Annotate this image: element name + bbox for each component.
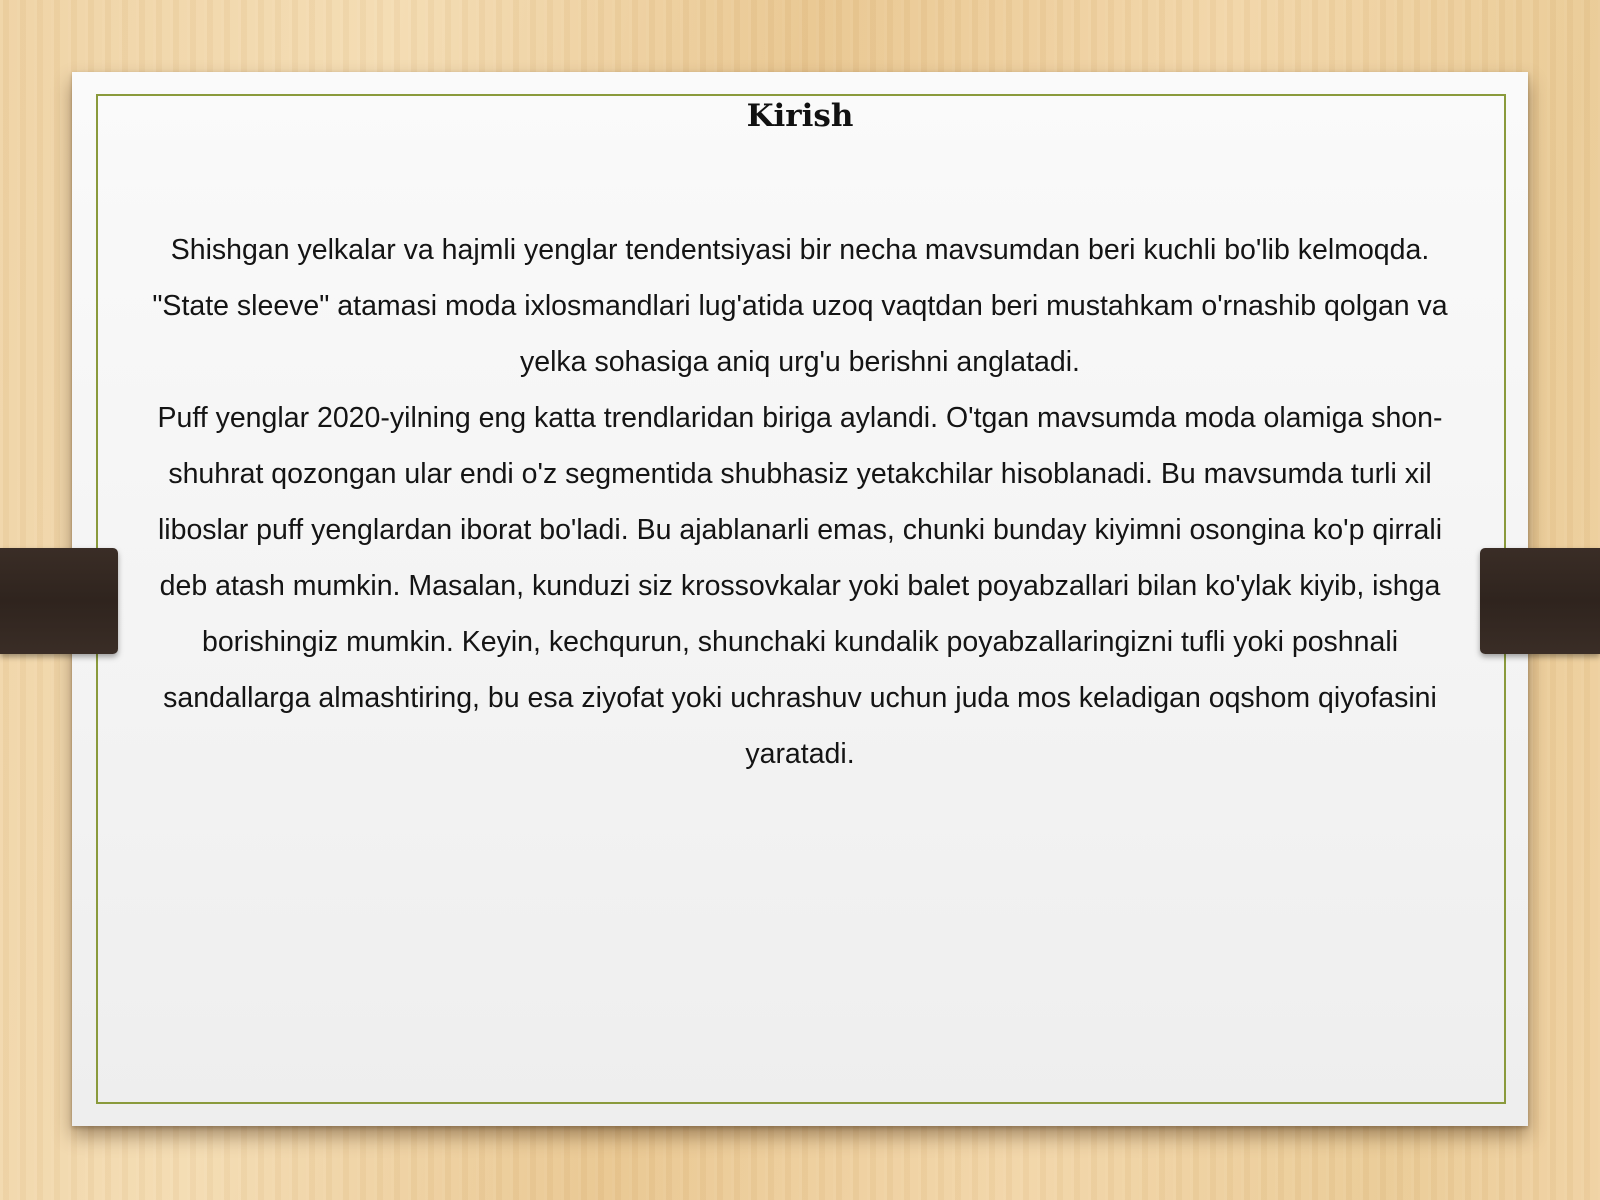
slide-body [142, 222, 1458, 782]
body-paragraph: Shishgan yelkalar va hajmli yenglar tendentsiyasi bir necha mavsumdan beri kuchli bo'lib kelmoqda. [170, 234, 1430, 266]
body-paragraph: "State sleeve" atamasi moda ixlosmandlari lug'atida uzoq vaqtdan beri mustahkam o'rnashib qolgan va yelka sohasiga aniq urg'u berishni anglatadi. [152, 290, 1448, 378]
right-strap-decoration [1480, 548, 1600, 654]
body-paragraph: Puff yenglar 2020-yilning eng katta trendlaridan biriga aylandi. O'tgan mavsumda moda olamiga shon-shuhrat qozongan ular endi o'z segmentida shubhasiz yetakchilar hisoblanadi. Bu mavsumda turli xil liboslar puff yenglardan iborat bo'ladi. Bu ajablanarli emas, chunki bunday kiyimni osongina ko'p qirrali deb atash mumkin. Masalan, kunduzi siz krossovkalar yoki balet poyabzallari bilan ko'ylak kiyib, ishga borishingiz mumkin. Keyin, kechqurun, shunchaki kundalik poyabzallaringizni tufli yoki poshnali sandallarga almashtiring, bu esa ziyofat yoki uchrashuv uchun juda mos keladigan oqshom qiyofasini yaratadi. [157, 402, 1443, 770]
slide-sheet [72, 72, 1528, 1126]
left-strap-decoration [0, 548, 118, 654]
slide-title: Kirish [746, 98, 854, 134]
